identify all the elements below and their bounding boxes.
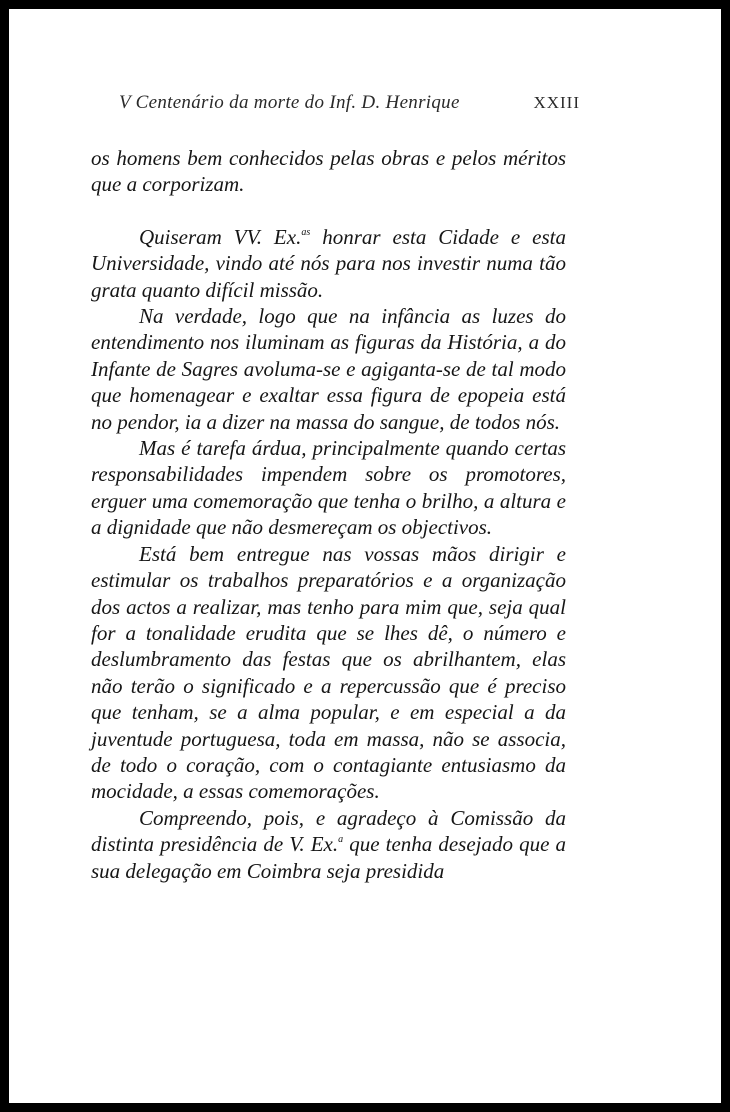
paragraph-6-end: que tenha desejado que a sua delegação em Coimbra seja presidida [91,832,567,883]
paragraph-2-start: Quiseram VV. Ex. [139,224,302,249]
paragraph-2 [91,224,566,303]
paragraph-1: os homens bem conhecidos pelas obras e pelos méritos que a corporizam. [91,146,566,197]
paragraph-2-end: honrar esta Cidade e esta Universidade, vindo até nós para nos investir numa tão grata quanto difícil missão. [91,224,566,302]
paragraph-5: Está bem entregue nas vossas mãos dirigir e estimular os trabalhos preparatórios e a organização dos actos a realizar, mas tenho para mim que, seja qual for a tonalidade erudita que se lhes dê, o número e deslumbramento das festas que os abrilhantem, elas não terão o significado e a repercussão que é preciso que tenham, se a alma popular, e em especial a da juventude portuguesa, toda em massa, não se associa, de todo o coração, com o contagiante entusiasmo da mocidade, a essas comemorações. [91,541,566,804]
running-title: V Centenário da morte do Inf. D. Henrique [119,92,460,113]
paragraph-6 [91,805,566,884]
book-page [9,9,721,1103]
paragraph-2-superscript: as [301,226,311,238]
body-text [91,145,566,884]
paragraph-3: Na verdade, logo que na infância as luzes do entendimento nos iluminam as figuras da História, a do Infante de Sagres avoluma-se e agiganta-se de tal modo que homenagear e exaltar essa figura de epopeia está no pendor, ia a dizer na massa do sangue, de todos nós. [91,304,566,434]
page-number: XXIII [533,93,580,112]
paragraph-6-start: Compreendo, pois, e agradeço à Comissão da distinta presidência de V. Ex. [91,805,566,857]
paragraph-4: Mas é tarefa árdua, principalmente quando certas responsabilidades impendem sobre os promotores, erguer uma comemoração que tenha o brilho, a altura e a dignidade que não desmereçam os objectivos. [91,436,566,540]
paragraph-6-superscript: a [338,834,344,846]
running-header [109,92,584,122]
